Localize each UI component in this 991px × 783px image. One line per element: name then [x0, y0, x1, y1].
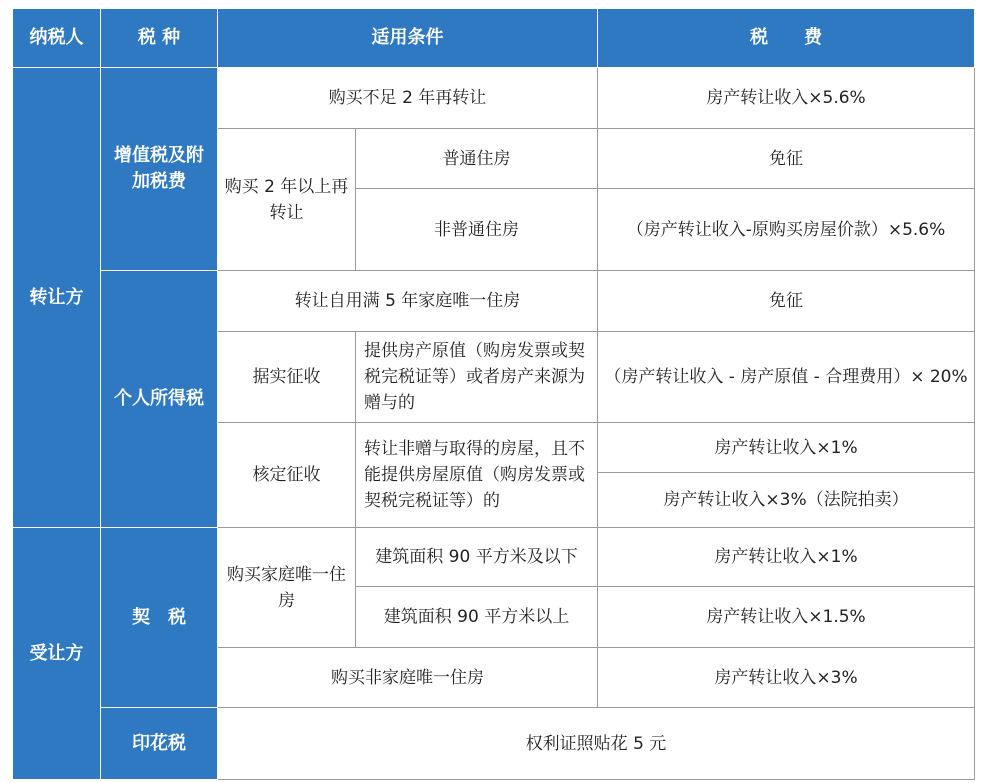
income-actual-fee: （房产转让收入 - 房产原值 - 合理费用）× 20% — [598, 332, 975, 423]
header-conditions: 适用条件 — [218, 9, 598, 68]
vat-under2-fee: 房产转让收入×5.6% — [598, 68, 975, 129]
tax-table — [12, 8, 975, 780]
header-fee: 税 费 — [598, 9, 975, 68]
vat-nonordinary-fee: （房产转让收入-原购买房屋价款）×5.6% — [598, 189, 975, 271]
income-tax-label: 个人所得税 — [101, 271, 218, 528]
vat-label: 增值税及附加税费 — [101, 68, 218, 271]
table-row — [13, 708, 975, 780]
income-actual-condition: 提供房产原值（购房发票或契税完税证等）或者房产来源为赠与的 — [356, 332, 598, 423]
deed-tax-label: 契 税 — [101, 528, 218, 708]
income-assessed-fee-1: 房产转让收入×1% — [598, 423, 975, 473]
vat-ordinary-label: 普通住房 — [356, 129, 598, 189]
stamp-tax-label: 印花税 — [101, 708, 218, 780]
header-taxpayer: 纳税人 — [13, 9, 101, 68]
vat-ordinary-fee: 免征 — [598, 129, 975, 189]
header-tax-type: 税 种 — [101, 9, 218, 68]
vat-over2-condition: 购买 2 年以上再转让 — [218, 129, 356, 271]
table-row — [13, 528, 975, 587]
deed-area-large: 建筑面积 90 平方米以上 — [356, 587, 598, 648]
vat-nonordinary-label: 非普通住房 — [356, 189, 598, 271]
deed-area-large-fee: 房产转让收入×1.5% — [598, 587, 975, 648]
deed-area-small: 建筑面积 90 平方米及以下 — [356, 528, 598, 587]
tax-table-wrapper — [12, 8, 975, 780]
vat-under2-condition: 购买不足 2 年再转让 — [218, 68, 598, 129]
header-row — [13, 9, 975, 68]
income-exempt-condition: 转让自用满 5 年家庭唯一住房 — [218, 271, 598, 332]
transferee-label: 受让方 — [13, 528, 101, 780]
income-assessed-label: 核定征收 — [218, 423, 356, 528]
income-actual-label: 据实征收 — [218, 332, 356, 423]
table-row — [13, 68, 975, 129]
income-exempt-fee: 免征 — [598, 271, 975, 332]
deed-area-small-fee: 房产转让收入×1% — [598, 528, 975, 587]
deed-non-sole-fee: 房产转让收入×3% — [598, 648, 975, 708]
stamp-tax-fee: 权利证照贴花 5 元 — [218, 708, 975, 780]
income-assessed-condition: 转让非赠与取得的房屋，且不能提供房屋原值（购房发票或契税完税证等）的 — [356, 423, 598, 528]
deed-sole-home-label: 购买家庭唯一住房 — [218, 528, 356, 648]
transferor-label: 转让方 — [13, 68, 101, 528]
table-row — [13, 271, 975, 332]
deed-non-sole-condition: 购买非家庭唯一住房 — [218, 648, 598, 708]
income-assessed-fee-2: 房产转让收入×3%（法院拍卖） — [598, 473, 975, 528]
